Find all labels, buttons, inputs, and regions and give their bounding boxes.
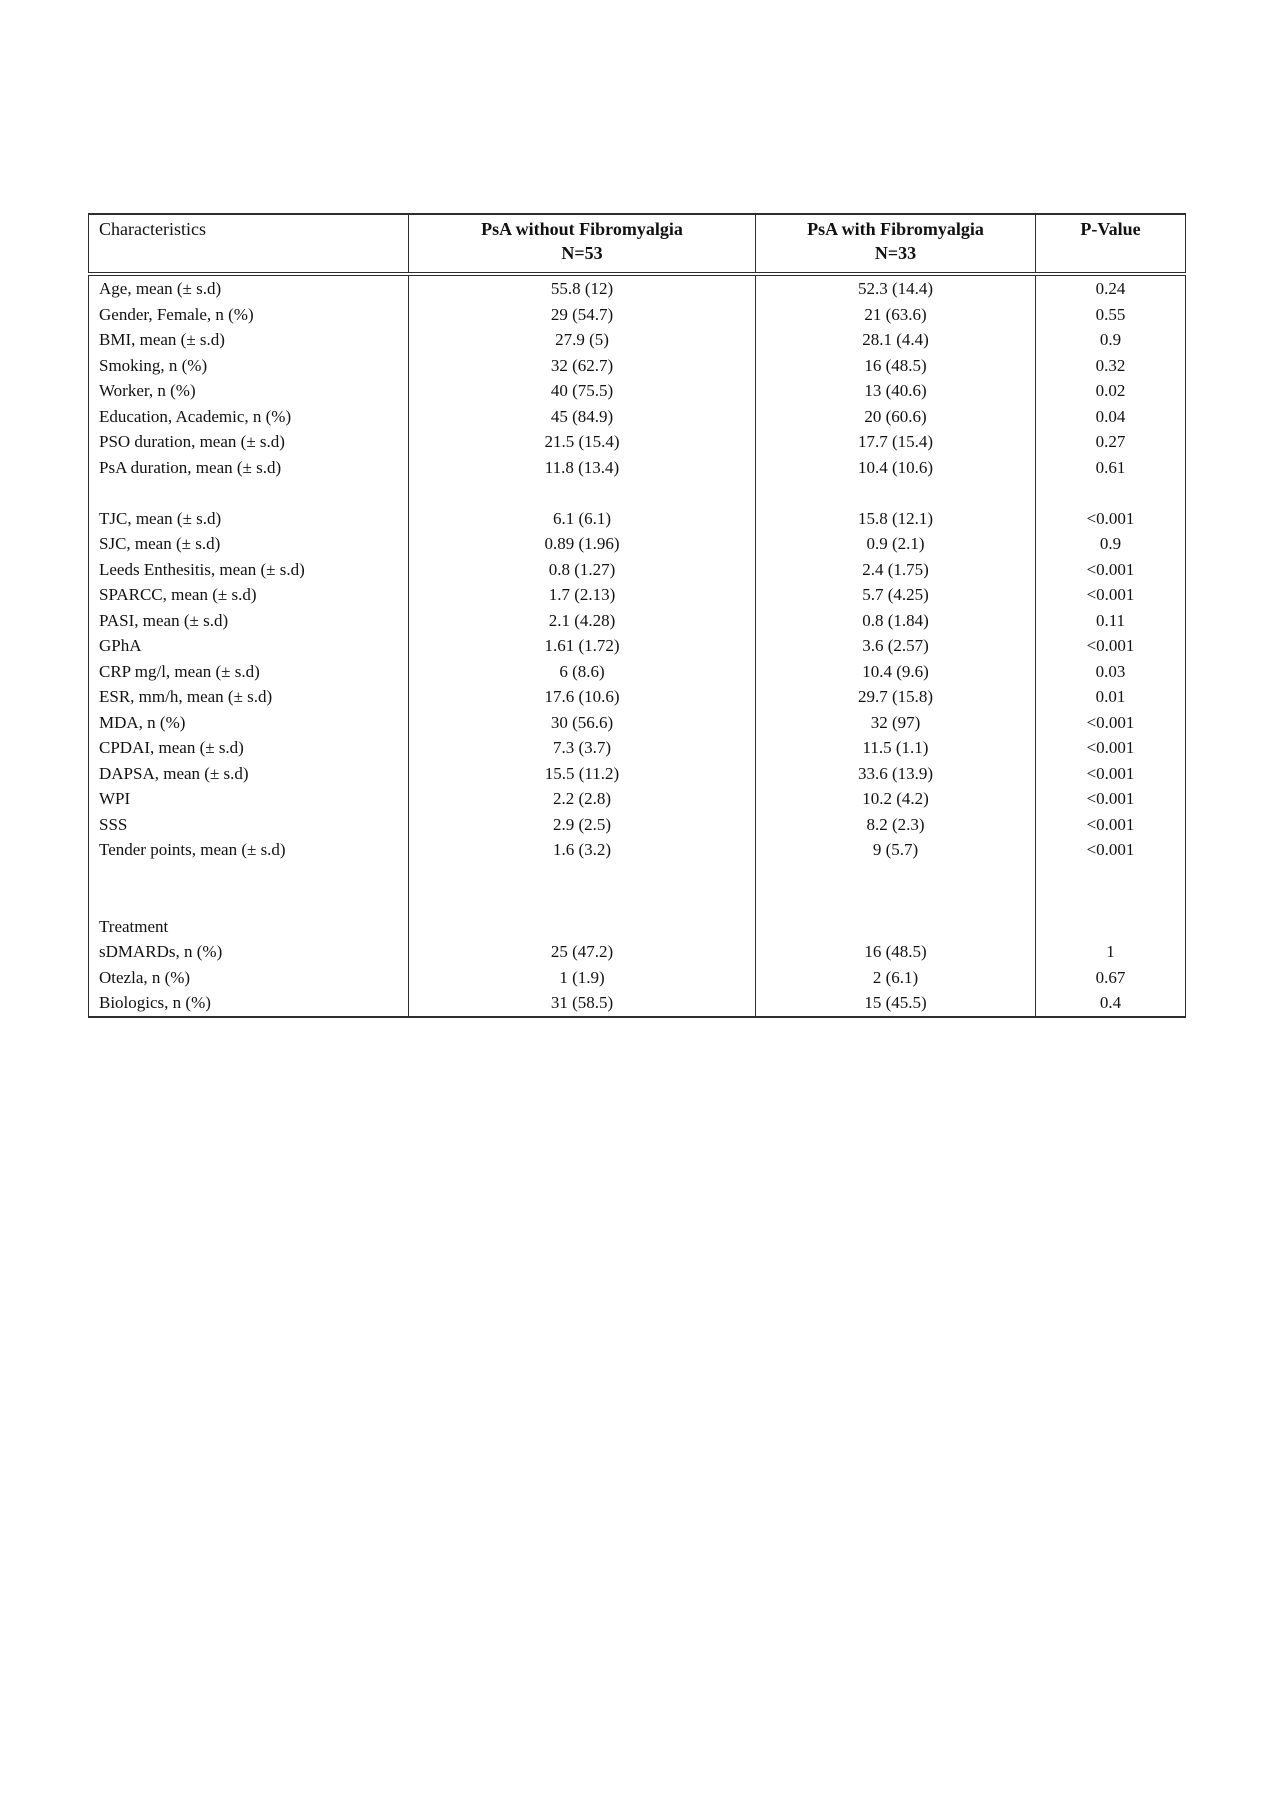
value-without-fm: 27.9 (5) [409,327,756,353]
value-with-fm: 16 (48.5) [756,939,1036,965]
row-label: Gender, Female, n (%) [89,302,409,328]
value-without-fm: 1.6 (3.2) [409,837,756,863]
value-without-fm: 2.1 (4.28) [409,608,756,634]
value-without-fm: 45 (84.9) [409,404,756,430]
value-with-fm: 10.4 (9.6) [756,659,1036,685]
value-without-fm: 21.5 (15.4) [409,429,756,455]
p-value: 1 [1036,939,1186,965]
table-row [89,429,1186,455]
p-value: 0.01 [1036,684,1186,710]
table-row [89,557,1186,583]
header-row [89,214,1186,274]
value-without-fm: 6 (8.6) [409,659,756,685]
value-without-fm: 32 (62.7) [409,353,756,379]
table-row [89,837,1186,863]
value-without-fm: 1 (1.9) [409,965,756,991]
row-label [89,863,409,889]
p-value: <0.001 [1036,786,1186,812]
row-label: Treatment [89,914,409,940]
table-row [89,633,1186,659]
p-value: 0.04 [1036,404,1186,430]
table-row [89,786,1186,812]
value-with-fm [756,863,1036,889]
value-with-fm: 9 (5.7) [756,837,1036,863]
p-value: 0.02 [1036,378,1186,404]
row-label: DAPSA, mean (± s.d) [89,761,409,787]
p-value: <0.001 [1036,837,1186,863]
row-label: Otezla, n (%) [89,965,409,991]
p-value: 0.55 [1036,302,1186,328]
p-value: <0.001 [1036,506,1186,532]
table-row [89,506,1186,532]
value-with-fm: 0.9 (2.1) [756,531,1036,557]
table-row [89,404,1186,430]
value-with-fm: 32 (97) [756,710,1036,736]
p-value: 0.03 [1036,659,1186,685]
value-with-fm: 10.2 (4.2) [756,786,1036,812]
p-value: 0.27 [1036,429,1186,455]
p-value: 0.61 [1036,455,1186,481]
value-with-fm [756,914,1036,940]
value-without-fm [409,480,756,506]
table-row [89,302,1186,328]
p-value: <0.001 [1036,633,1186,659]
table-row [89,274,1186,302]
value-without-fm: 29 (54.7) [409,302,756,328]
table-row [89,761,1186,787]
row-label: ESR, mm/h, mean (± s.d) [89,684,409,710]
value-without-fm: 2.2 (2.8) [409,786,756,812]
value-with-fm: 15.8 (12.1) [756,506,1036,532]
p-value: 0.32 [1036,353,1186,379]
table-row [89,608,1186,634]
value-without-fm: 11.8 (13.4) [409,455,756,481]
characteristics-table [88,213,1185,1018]
row-label: BMI, mean (± s.d) [89,327,409,353]
value-with-fm: 2 (6.1) [756,965,1036,991]
p-value: <0.001 [1036,812,1186,838]
table-row [89,378,1186,404]
table-row [89,582,1186,608]
table-header [89,214,1186,274]
p-value: <0.001 [1036,557,1186,583]
table-row [89,531,1186,557]
value-without-fm: 0.89 (1.96) [409,531,756,557]
row-label: WPI [89,786,409,812]
p-value: 0.9 [1036,327,1186,353]
header-psa-without-fm-n: N=53 [561,243,603,263]
comparison-table [88,213,1186,1018]
row-label: Worker, n (%) [89,378,409,404]
row-label: Leeds Enthesitis, mean (± s.d) [89,557,409,583]
value-without-fm: 2.9 (2.5) [409,812,756,838]
p-value [1036,914,1186,940]
row-label: PsA duration, mean (± s.d) [89,455,409,481]
value-with-fm [756,480,1036,506]
row-label: CRP mg/l, mean (± s.d) [89,659,409,685]
row-label: TJC, mean (± s.d) [89,506,409,532]
p-value [1036,863,1186,889]
row-label: MDA, n (%) [89,710,409,736]
row-label: sDMARDs, n (%) [89,939,409,965]
p-value: 0.11 [1036,608,1186,634]
table-row [89,888,1186,914]
value-with-fm: 3.6 (2.57) [756,633,1036,659]
value-with-fm: 33.6 (13.9) [756,761,1036,787]
header-psa-without-fm [409,214,756,274]
header-psa-with-fm [756,214,1036,274]
value-with-fm: 52.3 (14.4) [756,274,1036,302]
header-psa-with-fm-n: N=33 [874,243,917,263]
table-row [89,659,1186,685]
value-with-fm: 13 (40.6) [756,378,1036,404]
row-label: Smoking, n (%) [89,353,409,379]
table-row [89,990,1186,1017]
p-value: 0.67 [1036,965,1186,991]
table-body [89,274,1186,1017]
p-value: <0.001 [1036,735,1186,761]
table-row [89,710,1186,736]
value-with-fm: 20 (60.6) [756,404,1036,430]
p-value: <0.001 [1036,582,1186,608]
value-without-fm: 30 (56.6) [409,710,756,736]
p-value [1036,480,1186,506]
row-label: Age, mean (± s.d) [89,274,409,302]
table-row [89,812,1186,838]
table-row [89,863,1186,889]
value-without-fm: 25 (47.2) [409,939,756,965]
row-label: GPhA [89,633,409,659]
table-row [89,327,1186,353]
p-value: 0.24 [1036,274,1186,302]
value-without-fm [409,888,756,914]
p-value: 0.9 [1036,531,1186,557]
row-label: Biologics, n (%) [89,990,409,1017]
value-without-fm: 1.7 (2.13) [409,582,756,608]
row-label: Education, Academic, n (%) [89,404,409,430]
table-row [89,480,1186,506]
p-value: 0.4 [1036,990,1186,1017]
row-label: CPDAI, mean (± s.d) [89,735,409,761]
table-row [89,914,1186,940]
value-without-fm [409,914,756,940]
table-row [89,735,1186,761]
value-with-fm: 15 (45.5) [756,990,1036,1017]
p-value: <0.001 [1036,710,1186,736]
row-label: SPARCC, mean (± s.d) [89,582,409,608]
value-without-fm: 15.5 (11.2) [409,761,756,787]
table-row [89,939,1186,965]
value-without-fm: 0.8 (1.27) [409,557,756,583]
value-with-fm: 16 (48.5) [756,353,1036,379]
row-label: Tender points, mean (± s.d) [89,837,409,863]
value-with-fm: 10.4 (10.6) [756,455,1036,481]
row-label: PASI, mean (± s.d) [89,608,409,634]
row-label: SSS [89,812,409,838]
value-without-fm: 7.3 (3.7) [409,735,756,761]
table-row [89,353,1186,379]
header-characteristics-label: Characteristics [99,219,206,239]
value-with-fm: 17.7 (15.4) [756,429,1036,455]
value-with-fm: 29.7 (15.8) [756,684,1036,710]
value-with-fm: 2.4 (1.75) [756,557,1036,583]
header-psa-with-fm-title: PsA with Fibromyalgia [807,219,984,239]
value-without-fm: 55.8 (12) [409,274,756,302]
p-value [1036,888,1186,914]
table-row [89,455,1186,481]
value-without-fm: 31 (58.5) [409,990,756,1017]
value-without-fm: 6.1 (6.1) [409,506,756,532]
value-with-fm: 11.5 (1.1) [756,735,1036,761]
value-with-fm: 0.8 (1.84) [756,608,1036,634]
header-p-value-label: P-Value [1080,219,1141,239]
value-without-fm [409,863,756,889]
row-label: PSO duration, mean (± s.d) [89,429,409,455]
table-row [89,965,1186,991]
header-p-value [1036,214,1186,274]
value-with-fm [756,888,1036,914]
value-without-fm: 17.6 (10.6) [409,684,756,710]
value-with-fm: 28.1 (4.4) [756,327,1036,353]
row-label [89,480,409,506]
p-value: <0.001 [1036,761,1186,787]
value-with-fm: 5.7 (4.25) [756,582,1036,608]
header-characteristics [89,214,409,274]
value-with-fm: 21 (63.6) [756,302,1036,328]
value-without-fm: 1.61 (1.72) [409,633,756,659]
value-with-fm: 8.2 (2.3) [756,812,1036,838]
table-row [89,684,1186,710]
header-psa-without-fm-title: PsA without Fibromyalgia [481,219,683,239]
row-label: SJC, mean (± s.d) [89,531,409,557]
row-label [89,888,409,914]
value-without-fm: 40 (75.5) [409,378,756,404]
